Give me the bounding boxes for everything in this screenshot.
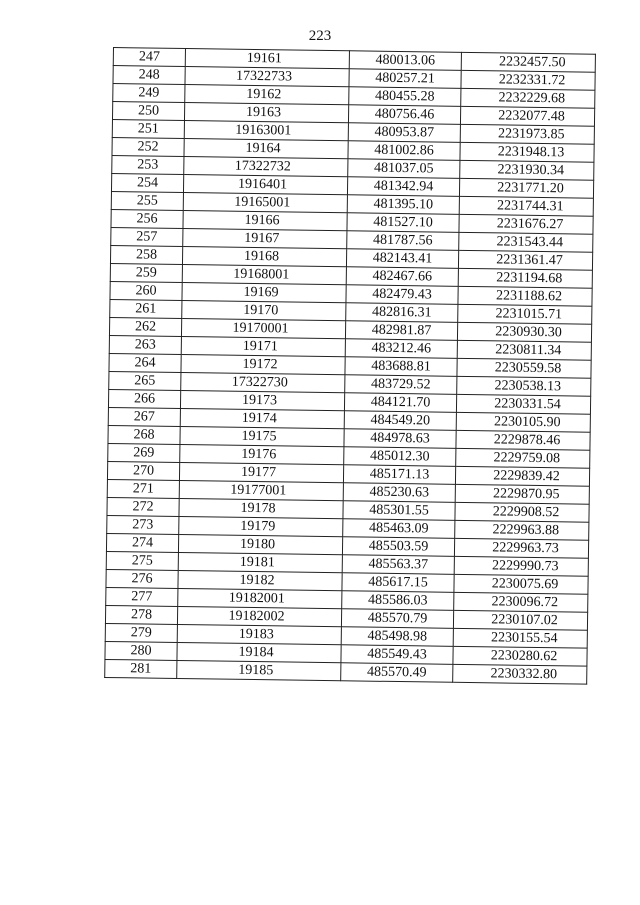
x-coordinate-cell: 482981.87: [345, 321, 457, 341]
y-coordinate-cell: 2231676.27: [459, 214, 593, 234]
y-coordinate-cell: 2230559.58: [457, 358, 591, 378]
row-number-cell: 276: [106, 569, 178, 588]
x-coordinate-cell: 480455.28: [349, 87, 461, 107]
y-coordinate-cell: 2231744.31: [459, 196, 593, 216]
y-coordinate-cell: 2229839.42: [455, 466, 589, 486]
x-coordinate-cell: 485230.63: [343, 483, 455, 503]
row-number-cell: 268: [108, 425, 180, 444]
row-number-cell: 264: [109, 353, 181, 372]
x-coordinate-cell: 481787.56: [347, 231, 459, 251]
y-coordinate-cell: 2232229.68: [461, 88, 595, 108]
x-coordinate-cell: 485012.30: [344, 447, 456, 467]
y-coordinate-cell: 2230332.80: [453, 664, 587, 684]
x-coordinate-cell: 485463.09: [343, 519, 455, 539]
row-number-cell: 272: [107, 497, 179, 516]
row-number-cell: 275: [106, 551, 178, 570]
y-coordinate-cell: 2229990.73: [454, 556, 588, 576]
x-coordinate-cell: 480257.21: [349, 69, 461, 89]
x-coordinate-cell: 480013.06: [349, 51, 461, 71]
row-number-cell: 258: [110, 245, 182, 264]
row-number-cell: 247: [113, 48, 185, 67]
point-id-cell: 19169: [182, 282, 346, 302]
row-number-cell: 261: [110, 299, 182, 318]
y-coordinate-cell: 2229963.88: [455, 520, 589, 540]
row-number-cell: 262: [109, 317, 181, 336]
point-id-cell: 19164: [184, 139, 348, 159]
y-coordinate-cell: 2231015.71: [458, 304, 592, 324]
x-coordinate-cell: 485570.79: [341, 609, 453, 629]
y-coordinate-cell: 2230075.69: [454, 574, 588, 594]
x-coordinate-cell: 481527.10: [347, 213, 459, 233]
row-number-cell: 255: [111, 191, 183, 210]
y-coordinate-cell: 2231194.68: [458, 268, 592, 288]
y-coordinate-cell: 2230155.54: [453, 628, 587, 648]
point-id-cell: 19166: [183, 210, 347, 230]
point-id-cell: 19165001: [183, 192, 347, 212]
row-number-cell: 279: [105, 623, 177, 642]
y-coordinate-cell: 2230331.54: [456, 394, 590, 414]
point-id-cell: 19174: [180, 408, 344, 428]
x-coordinate-cell: 481002.86: [348, 141, 460, 161]
point-id-cell: 19175: [180, 426, 344, 446]
coordinate-table: [104, 47, 596, 685]
point-id-cell: 17322730: [181, 372, 345, 392]
y-coordinate-cell: 2231930.34: [460, 160, 594, 180]
y-coordinate-cell: 2231543.44: [459, 232, 593, 252]
row-number-cell: 248: [113, 66, 185, 85]
y-coordinate-cell: 2231948.13: [460, 142, 594, 162]
x-coordinate-cell: 482816.31: [346, 303, 458, 323]
point-id-cell: 19182001: [178, 588, 342, 608]
row-number-cell: 271: [107, 479, 179, 498]
point-id-cell: 19162: [185, 85, 349, 105]
x-coordinate-cell: 480953.87: [348, 123, 460, 143]
row-number-cell: 273: [107, 515, 179, 534]
x-coordinate-cell: 485301.55: [343, 501, 455, 521]
x-coordinate-cell: 483212.46: [345, 339, 457, 359]
row-number-cell: 269: [108, 443, 180, 462]
coordinate-table-body: [105, 48, 596, 685]
x-coordinate-cell: 483729.52: [345, 375, 457, 395]
page-number: 223: [308, 28, 332, 44]
point-id-cell: 19181: [178, 552, 342, 572]
x-coordinate-cell: 481342.94: [347, 177, 459, 197]
row-number-cell: 280: [105, 641, 177, 660]
y-coordinate-cell: 2229759.08: [456, 448, 590, 468]
point-id-cell: 19161: [185, 49, 349, 69]
point-id-cell: 19183: [177, 624, 341, 644]
point-id-cell: 17322732: [184, 157, 348, 177]
y-coordinate-cell: 2232077.48: [460, 106, 594, 126]
row-number-cell: 252: [112, 137, 184, 156]
point-id-cell: 19177001: [179, 480, 343, 500]
x-coordinate-cell: 482479.43: [346, 285, 458, 305]
coordinate-table-wrapper: [104, 47, 595, 685]
point-id-cell: 19185: [177, 660, 341, 680]
point-id-cell: 19168001: [182, 264, 346, 284]
point-id-cell: 19178: [179, 498, 343, 518]
point-id-cell: 19180: [178, 534, 342, 554]
row-number-cell: 249: [113, 84, 185, 103]
row-number-cell: 251: [112, 119, 184, 138]
y-coordinate-cell: 2229963.73: [454, 538, 588, 558]
point-id-cell: 19179: [179, 516, 343, 536]
row-number-cell: 259: [110, 263, 182, 282]
row-number-cell: 281: [105, 659, 177, 678]
point-id-cell: 19167: [183, 228, 347, 248]
x-coordinate-cell: 485586.03: [342, 591, 454, 611]
point-id-cell: 19170: [182, 300, 346, 320]
row-number-cell: 253: [112, 155, 184, 174]
point-id-cell: 19184: [177, 642, 341, 662]
row-number-cell: 278: [105, 605, 177, 624]
y-coordinate-cell: 2230811.34: [457, 340, 591, 360]
x-coordinate-cell: 484549.20: [344, 411, 456, 431]
row-number-cell: 270: [107, 461, 179, 480]
x-coordinate-cell: 485570.49: [341, 663, 453, 683]
point-id-cell: 19170001: [181, 318, 345, 338]
x-coordinate-cell: 485498.98: [341, 627, 453, 647]
row-number-cell: 265: [109, 371, 181, 390]
y-coordinate-cell: 2229870.95: [455, 484, 589, 504]
x-coordinate-cell: 485171.13: [343, 465, 455, 485]
row-number-cell: 266: [108, 389, 180, 408]
row-number-cell: 256: [111, 209, 183, 228]
y-coordinate-cell: 2231973.85: [460, 124, 594, 144]
y-coordinate-cell: 2231361.47: [458, 250, 592, 270]
point-id-cell: 19182002: [177, 606, 341, 626]
x-coordinate-cell: 485563.37: [342, 555, 454, 575]
point-id-cell: 19168: [182, 246, 346, 266]
point-id-cell: 19163001: [184, 121, 348, 141]
y-coordinate-cell: 2231771.20: [459, 178, 593, 198]
x-coordinate-cell: 485549.43: [341, 645, 453, 665]
row-number-cell: 267: [108, 407, 180, 426]
point-id-cell: 19177: [179, 462, 343, 482]
y-coordinate-cell: 2230107.02: [453, 610, 587, 630]
row-number-cell: 263: [109, 335, 181, 354]
y-coordinate-cell: 2231188.62: [458, 286, 592, 306]
y-coordinate-cell: 2230538.13: [457, 376, 591, 396]
y-coordinate-cell: 2229878.46: [456, 430, 590, 450]
x-coordinate-cell: 481395.10: [347, 195, 459, 215]
x-coordinate-cell: 485503.59: [342, 537, 454, 557]
x-coordinate-cell: 483688.81: [345, 357, 457, 377]
row-number-cell: 260: [110, 281, 182, 300]
x-coordinate-cell: 482143.41: [346, 249, 458, 269]
point-id-cell: 1916401: [183, 174, 347, 194]
y-coordinate-cell: 2232457.50: [461, 52, 595, 72]
point-id-cell: 19182: [178, 570, 342, 590]
row-number-cell: 250: [112, 102, 184, 121]
point-id-cell: 19173: [180, 390, 344, 410]
x-coordinate-cell: 485617.15: [342, 573, 454, 593]
x-coordinate-cell: 484978.63: [344, 429, 456, 449]
point-id-cell: 19172: [181, 354, 345, 374]
point-id-cell: 19176: [180, 444, 344, 464]
y-coordinate-cell: 2232331.72: [461, 70, 595, 90]
row-number-cell: 254: [111, 173, 183, 192]
y-coordinate-cell: 2230105.90: [456, 412, 590, 432]
point-id-cell: 17322733: [185, 67, 349, 87]
point-id-cell: 19163: [184, 103, 348, 123]
x-coordinate-cell: 482467.66: [346, 267, 458, 287]
y-coordinate-cell: 2230280.62: [453, 646, 587, 666]
y-coordinate-cell: 2230096.72: [454, 592, 588, 612]
y-coordinate-cell: 2230930.30: [457, 322, 591, 342]
row-number-cell: 274: [106, 533, 178, 552]
x-coordinate-cell: 481037.05: [348, 159, 460, 179]
x-coordinate-cell: 484121.70: [344, 393, 456, 413]
x-coordinate-cell: 480756.46: [348, 105, 460, 125]
row-number-cell: 277: [106, 587, 178, 606]
y-coordinate-cell: 2229908.52: [455, 502, 589, 522]
row-number-cell: 257: [111, 227, 183, 246]
point-id-cell: 19171: [181, 336, 345, 356]
